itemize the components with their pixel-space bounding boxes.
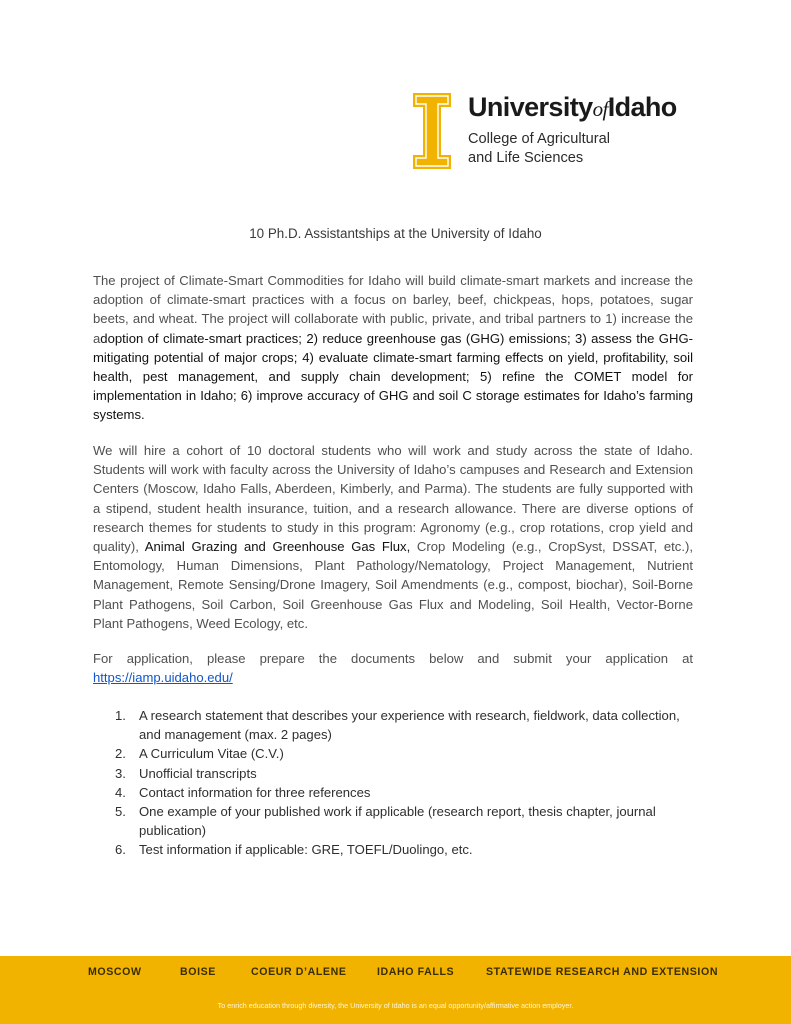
campus-idaho-falls: IDAHO FALLS: [377, 966, 455, 978]
block-i-icon: [412, 92, 452, 170]
list-item: [115, 706, 699, 744]
university-logo: [412, 92, 712, 172]
campus-statewide: STATEWIDE RESEARCH AND EXTENSION: [486, 966, 719, 978]
application-text: For application, please prepare the documents below and submit your application at: [93, 651, 693, 666]
list-item-text: A Curriculum Vitae (C.V.): [139, 746, 284, 762]
college-name: [468, 130, 610, 168]
list-item-text: Test information if applicable: GRE, TOEFL/Duolingo, etc.: [139, 842, 473, 858]
list-item: [115, 744, 699, 763]
wordmark-idaho: Idaho: [607, 92, 677, 122]
list-item-text: Contact information for three references: [139, 784, 371, 800]
project-objectives: doption of climate-smart practices; 2) reduce greenhouse gas (GHG) emissions; 3) assess the GHG-mitigating potential of major crops; 4) evaluate climate-smart farming effects on yield, profitability, soil health, pest management, and supply chain development; 5) refine the COMET model for implementation in Idaho; 6) improve accuracy of GHG and soil C storage estimates for Idaho’s farming systems.: [93, 330, 693, 423]
campus-coeur-dalene: COEUR D’ALENE: [251, 966, 347, 978]
wordmark-university: University: [468, 92, 593, 122]
list-item-number: 5.: [115, 804, 126, 820]
list-item: [115, 840, 699, 859]
university-wordmark: [468, 92, 677, 123]
project-description-intro: The project of Climate-Smart Commodities for Idaho will build climate-smart markets and increase the adoption of climate-smart practices with a focus on barley, beef, chickpeas, hops, potatoes, sugar beets, and wheat. The project will collaborate with public, private, and tribal partners to 1) increase the a: [93, 273, 693, 346]
campus-boise: BOISE: [180, 966, 216, 978]
cohort-text-highlight: Animal Grazing and Greenhouse Gas Flux,: [144, 539, 411, 555]
list-item-text: A research statement that describes your experience with research, fieldwork, data collection, and management (max. 2 pages): [139, 708, 680, 743]
application-instructions: [93, 649, 693, 687]
document-title: 10 Ph.D. Assistantships at the University of Idaho: [249, 226, 542, 241]
list-item-text: Unofficial transcripts: [139, 765, 257, 781]
application-link[interactable]: https://iamp.uidaho.edu/: [93, 670, 233, 686]
cohort-text-after: Crop Modeling (e.g., CropSyst, DSSAT, etc.), Entomology, Human Dimensions, Plant Pathology/Nematology, Project Management, Nutrient Management, Remote Sensing/Drone Imagery, Soil Amendments (e.g., compost, biochar), Soil-Borne Plant Pathogens, Soil Carbon, Soil Greenhouse Gas Flux and Modeling, Soil Health, Vector-Borne Plant Pathogens, Weed Ecology, etc.: [93, 539, 693, 631]
list-item: [115, 802, 699, 840]
project-description-paragraph: [93, 271, 693, 425]
campus-list: [0, 966, 791, 986]
footer-bar: [0, 956, 791, 1024]
list-item-text: One example of your published work if applicable (research report, thesis chapter, journal publication): [139, 804, 656, 839]
cohort-description-paragraph: [93, 441, 693, 633]
list-item-number: 3.: [115, 765, 126, 781]
wordmark-of: of: [592, 97, 608, 121]
list-item: [115, 783, 699, 802]
campus-moscow: MOSCOW: [88, 966, 142, 978]
eeo-statement: To enrich education through diversity, the University of Idaho is an equal opportunity/affirmative action employer.: [217, 1001, 574, 1010]
list-item-number: 2.: [115, 746, 126, 762]
list-item: [115, 764, 699, 783]
college-line-1: College of Agricultural: [468, 131, 610, 147]
college-line-2: and Life Sciences: [468, 150, 584, 166]
list-item-number: 4.: [115, 784, 126, 800]
list-item-number: 1.: [115, 708, 126, 723]
cohort-text-before: We will hire a cohort of 10 doctoral students who will work and study across the state of Idaho. Students will work with faculty across the University of Idaho’s campuses and Research and Extension Centers (Moscow, Idaho Falls, Aberdeen, Kimberly, and Parma). The students are fully supported with a stipend, student health insurance, tuition, and a research allowance. There are diverse options of research themes for students to study in this program: Agronomy (e.g., crop rotations, crop yield and quality),: [93, 443, 693, 555]
requirements-list: [115, 706, 699, 860]
list-item-number: 6.: [115, 842, 126, 858]
